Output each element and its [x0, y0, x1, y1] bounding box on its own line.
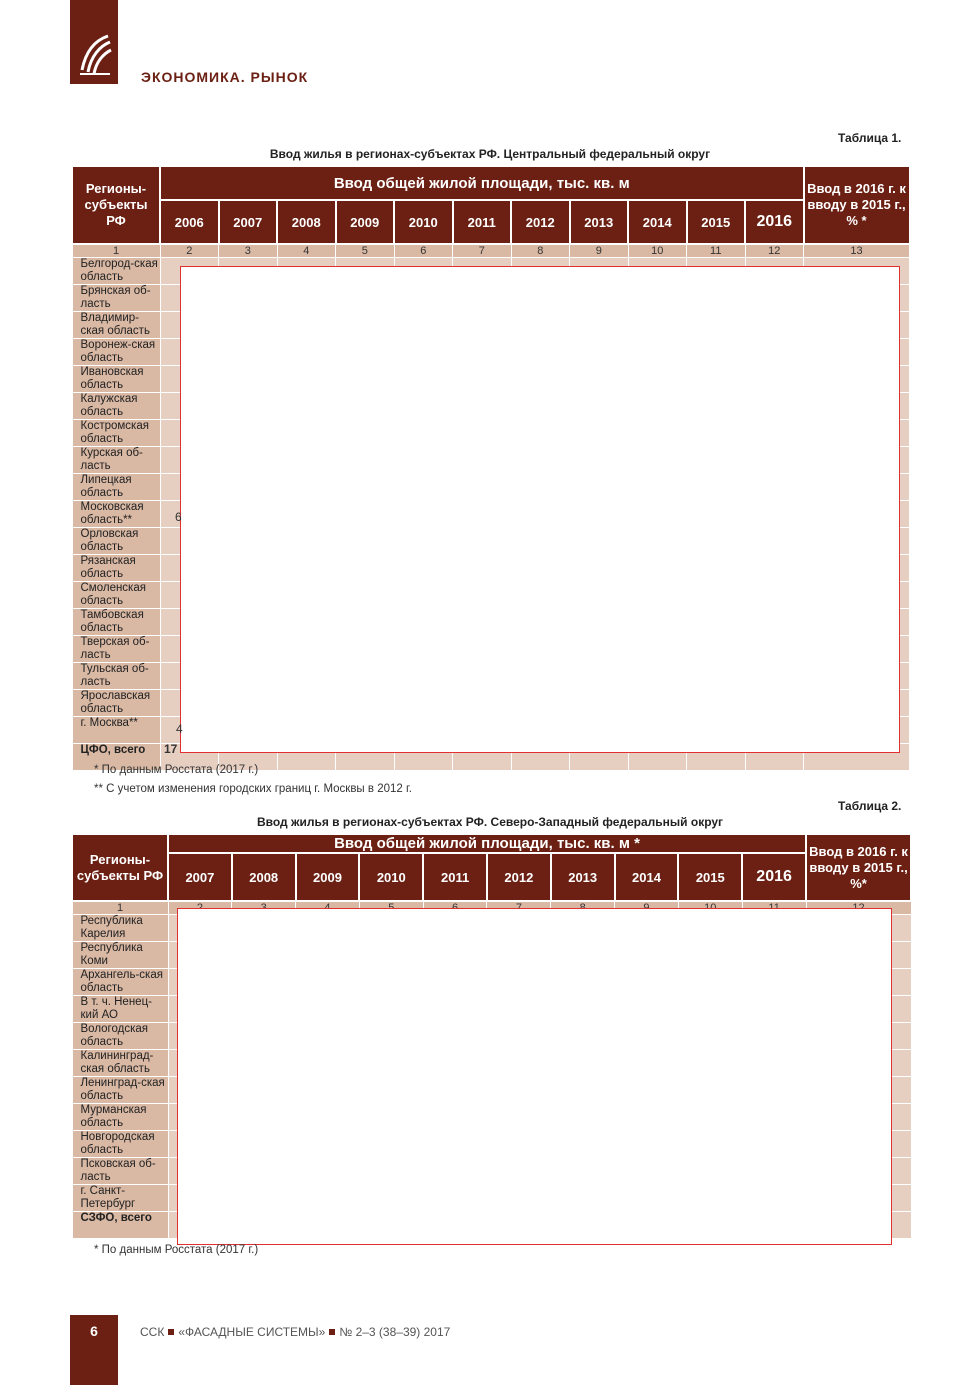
table1-caption: Ввод жилья в регионах-субъектах РФ. Центральный федеральный округ [269, 147, 711, 161]
table1-region-name: г. Москва** [72, 717, 160, 744]
table1-footnote-1: * По данным Росстата (2017 г.) [94, 764, 259, 776]
table2-region-name: Архангель-ская область [72, 969, 168, 996]
table1-region-name: Тверская об-ласть [72, 636, 160, 663]
table2-region-name: СЗФО, всего [72, 1212, 168, 1239]
table2-footnote-1: * По данным Росстата (2017 г.) [94, 1244, 259, 1256]
table2-region-name: Вологодская область [72, 1023, 168, 1050]
table2-year-header: 2015 [678, 853, 742, 901]
table1-column-number: 1 [72, 244, 160, 258]
table1-year-header: 2006 [160, 200, 219, 244]
table1-region-name: ЦФО, всего [72, 744, 160, 771]
table1-column-number: 6 [394, 244, 453, 258]
table1-region-name: Брянская об-ласть [72, 285, 160, 312]
table1-region-name: Тамбовская область [72, 609, 160, 636]
table1-column-number: 8 [511, 244, 570, 258]
table1-year-header: 2015 [687, 200, 746, 244]
table2-year-header: 2011 [423, 853, 487, 901]
table2-region-name: Республика Карелия [72, 915, 168, 942]
table1-region-name: Курская об-ласть [72, 447, 160, 474]
page-number: 6 [70, 1315, 118, 1385]
table2-year-header: 2012 [487, 853, 551, 901]
table2-label: Таблица 2. [838, 799, 902, 813]
table1-region-name: Московская область** [72, 501, 160, 528]
table1-region-name: Смоленская область [72, 582, 160, 609]
table1-column-number: 5 [336, 244, 395, 258]
table1-column-number: 12 [745, 244, 804, 258]
table2-region-name: г. Санкт-Петербург [72, 1185, 168, 1212]
table1-region-name: Владимир-ская область [72, 312, 160, 339]
table1-column-number: 4 [277, 244, 336, 258]
footer-magazine: «ФАСАДНЫЕ СИСТЕМЫ» [178, 1325, 326, 1339]
table1-stub-moscow-region: 6 [175, 510, 182, 524]
table1-year-header: 2007 [219, 200, 278, 244]
table2-caption: Ввод жилья в регионах-субъектах РФ. Северо-Западный федеральный округ [256, 815, 724, 829]
table2-region-name: Ленинград-ская область [72, 1077, 168, 1104]
table1-region-name: Белгород-ская область [72, 258, 160, 285]
table2-region-header: Регионы-субъекты РФ [72, 834, 168, 901]
table2-region-name: Республика Коми [72, 942, 168, 969]
table2-year-header: 2014 [615, 853, 679, 901]
table1-column-number: 9 [570, 244, 629, 258]
table2-year-header: 2009 [296, 853, 360, 901]
table1-ratio-header: Ввод в 2016 г. к вводу в 2015 г., % * [804, 166, 910, 244]
table2-year-header: 2008 [232, 853, 296, 901]
table1-group-header: Ввод общей жилой площади, тыс. кв. м [160, 166, 804, 200]
table1-column-number: 13 [804, 244, 910, 258]
brand-logo-icon [76, 30, 112, 78]
footer [140, 1325, 450, 1339]
table1-region-name: Липецкая область [72, 474, 160, 501]
table2-column-number: 1 [72, 901, 168, 915]
table1-region-header: Регионы-субъекты РФ [72, 166, 160, 244]
section-title: ЭКОНОМИКА. РЫНОК [141, 69, 309, 85]
table1-column-number: 3 [219, 244, 278, 258]
table1-redaction-box [180, 266, 900, 753]
table2-region-name: Новгородская область [72, 1131, 168, 1158]
table1-year-header: 2009 [336, 200, 395, 244]
table2-year-header: 2007 [168, 853, 232, 901]
brand-strip [70, 0, 118, 84]
table2-ratio-header: Ввод в 2016 г. к вводу в 2015 г., %* [806, 834, 911, 901]
table1-year-header: 2014 [628, 200, 687, 244]
footer-org: ССК [140, 1325, 165, 1339]
table1-region-name: Тульская об-ласть [72, 663, 160, 690]
table2-year-header: 2010 [359, 853, 423, 901]
table1-column-number: 2 [160, 244, 219, 258]
table1-column-number: 7 [453, 244, 512, 258]
table1-year-header: 2010 [394, 200, 453, 244]
table1-year-header: 2013 [570, 200, 629, 244]
table1-region-name: Орловская область [72, 528, 160, 555]
table1-column-number: 11 [687, 244, 746, 258]
table1-year-header: 2011 [453, 200, 512, 244]
table2-year-header: 2016 [742, 853, 806, 901]
table2-redaction-box [177, 908, 892, 1245]
table1-footnote-2: ** С учетом изменения городских границ г. Москвы в 2012 г. [94, 783, 412, 795]
table1-column-number: 10 [628, 244, 687, 258]
table2-region-name: Псковская об-ласть [72, 1158, 168, 1185]
table1-label: Таблица 1. [838, 131, 902, 145]
footer-issue: № 2–3 (38–39) 2017 [339, 1325, 451, 1339]
table1-stub-moscow-city: 4 [176, 722, 183, 736]
table1-region-name: Ивановская область [72, 366, 160, 393]
table1-region-name: Рязанская область [72, 555, 160, 582]
table1-year-header: 2012 [511, 200, 570, 244]
table2-region-name: Мурманская область [72, 1104, 168, 1131]
table1-region-name: Калужская область [72, 393, 160, 420]
table1-year-header: 2008 [277, 200, 336, 244]
table2-group-header: Ввод общей жилой площади, тыс. кв. м * [168, 834, 806, 853]
table1-stub-total: 17 [164, 742, 178, 756]
table1-region-name: Воронеж-ская область [72, 339, 160, 366]
table2-region-name: В т. ч. Ненец-кий АО [72, 996, 168, 1023]
table1-year-header: 2016 [745, 200, 804, 244]
table1-region-name: Ярославская область [72, 690, 160, 717]
table2-year-header: 2013 [551, 853, 615, 901]
table1-region-name: Костромская область [72, 420, 160, 447]
table2-region-name: Калининград-ская область [72, 1050, 168, 1077]
